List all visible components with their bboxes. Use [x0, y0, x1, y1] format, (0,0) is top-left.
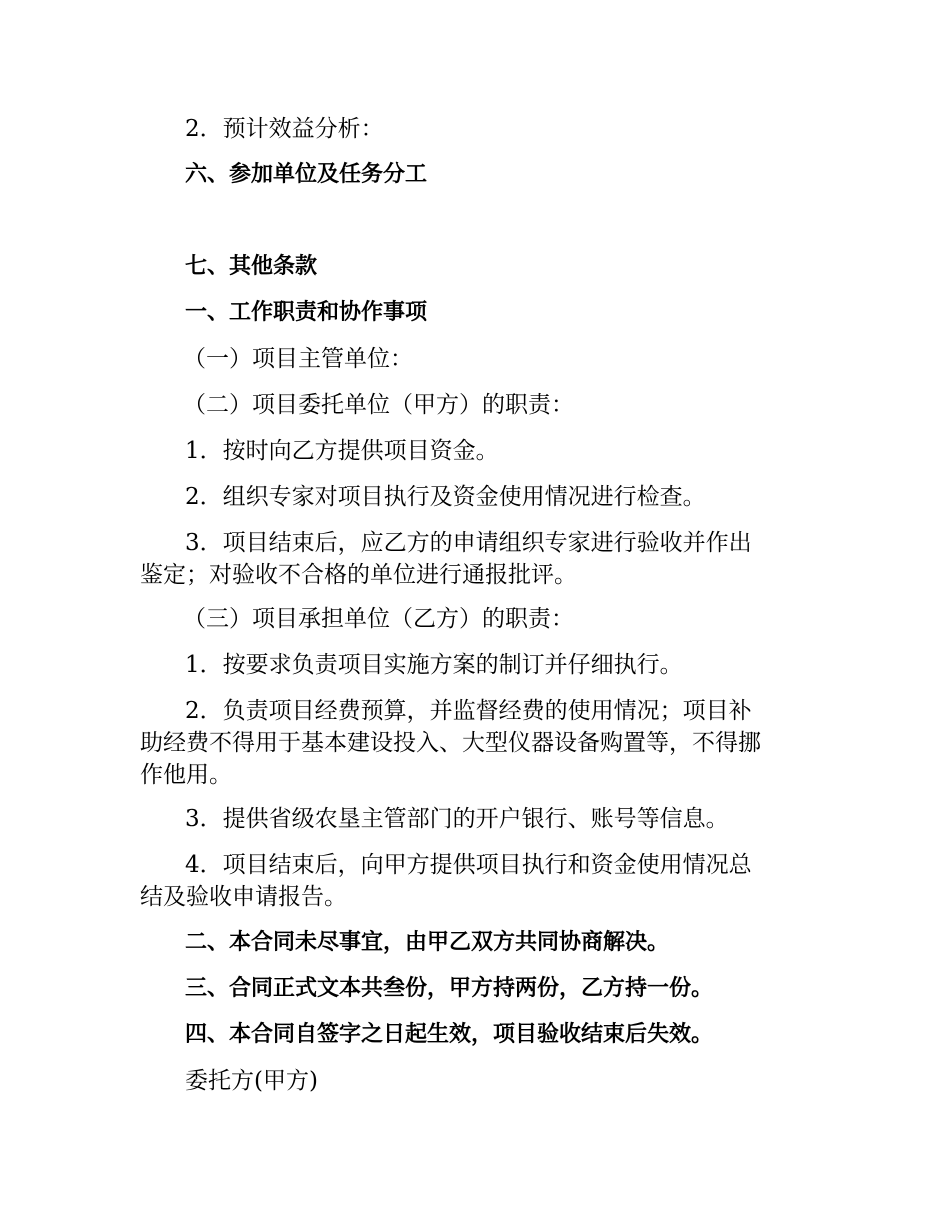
heading-other-terms: 七、其他条款 [185, 254, 318, 279]
paragraph-b-duty-4-line-2: 结及验收申请报告。 [140, 884, 347, 910]
paragraph-party-a-duties: （二）项目委托单位（甲方）的职责： [183, 392, 574, 418]
heading-duties-cooperation: 一、工作职责和协作事项 [185, 300, 428, 325]
paragraph-b-duty-4-line-1: 4．项目结束后，向甲方提供项目执行和资金使用情况总 [185, 852, 752, 878]
paragraph-party-b-duties: （三）项目承担单位（乙方）的职责： [183, 606, 574, 632]
paragraph-b-duty-2-line-2: 助经费不得用于基本建设投入、大型仪器设备购置等，不得挪 [140, 730, 761, 756]
signature-party-a-label: 委托方(甲方) [185, 1068, 318, 1094]
paragraph-a-duty-1: 1．按时向乙方提供项目资金。 [185, 438, 499, 464]
paragraph-expected-benefit: 2．预计效益分析： [185, 116, 384, 142]
paragraph-b-duty-3: 3．提供省级农垦主管部门的开户银行、账号等信息。 [185, 806, 729, 832]
clause-effectiveness: 四、本合同自签字之日起生效，项目验收结束后失效。 [185, 1022, 714, 1047]
paragraph-b-duty-2-line-3: 作他用。 [140, 762, 232, 788]
clause-copies: 三、合同正式文本共叁份，甲方持两份，乙方持一份。 [185, 976, 714, 1001]
paragraph-b-duty-1: 1．按要求负责项目实施方案的制订并仔细执行。 [185, 652, 683, 678]
paragraph-supervising-unit: （一）项目主管单位： [183, 346, 413, 372]
heading-participating-units: 六、参加单位及任务分工 [185, 162, 428, 187]
paragraph-a-duty-2: 2．组织专家对项目执行及资金使用情况进行检查。 [185, 484, 706, 510]
paragraph-a-duty-3-line-2: 鉴定；对验收不合格的单位进行通报批评。 [140, 562, 577, 588]
paragraph-b-duty-2-line-1: 2．负责项目经费预算，并监督经费的使用情况；项目补 [185, 698, 752, 724]
clause-unresolved-matters: 二、本合同未尽事宜，由甲乙双方共同协商解决。 [185, 930, 670, 955]
paragraph-a-duty-3-line-1: 3．项目结束后，应乙方的申请组织专家进行验收并作出 [185, 530, 752, 556]
